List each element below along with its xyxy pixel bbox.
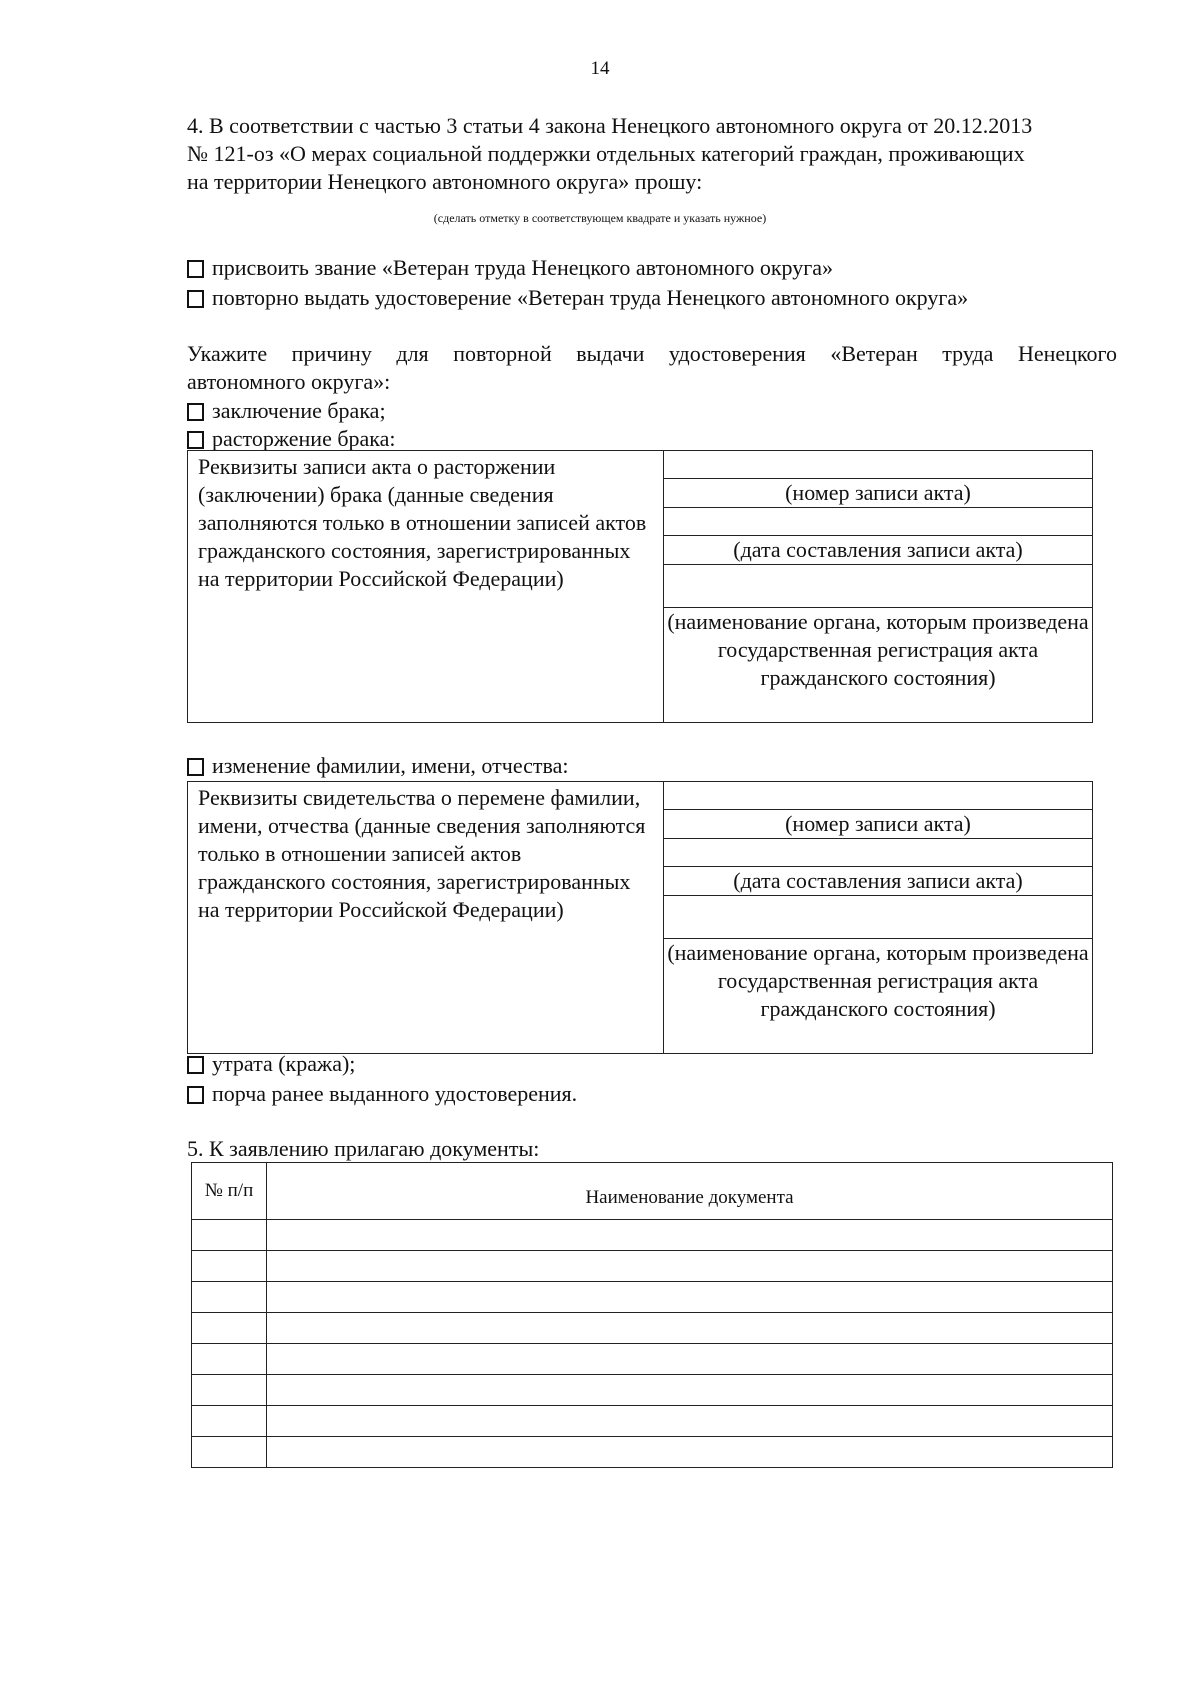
option-assign-title[interactable] — [187, 254, 833, 282]
table-row — [192, 1375, 1113, 1406]
table-row — [192, 1251, 1113, 1282]
name-change-record-description: Реквизиты свидетельства о перемене фамилии, имени, отчества (данные сведения заполняются только в отношении записей актов гражданского состояния, зарегистрированных на территории Российской Федерации) — [188, 782, 664, 1054]
option-loss[interactable] — [187, 1050, 355, 1078]
marriage-label: заключение брака; — [212, 398, 386, 423]
row-document-cell[interactable] — [267, 1344, 1113, 1375]
name-change-date-field[interactable] — [664, 839, 1093, 867]
marriage-record-table — [187, 450, 1093, 723]
row-document-cell[interactable] — [267, 1406, 1113, 1437]
reason-line1: Укажите причину для повторной выдачи удостоверения «Ветеран труда Ненецкого — [187, 341, 1117, 366]
row-document-cell[interactable] — [267, 1437, 1113, 1468]
assign-title-checkbox[interactable] — [187, 260, 204, 278]
row-number-cell[interactable] — [192, 1344, 267, 1375]
section4-line1: 4. В соответствии с частью 3 статьи 4 закона Ненецкого автономного округа от 20.12.2013 — [187, 113, 1033, 138]
name-change-record-table — [187, 781, 1093, 1054]
option-damage[interactable] — [187, 1080, 577, 1108]
page-number: 14 — [590, 58, 610, 79]
name-change-organ-field[interactable] — [664, 896, 1093, 939]
reissue-checkbox[interactable] — [187, 290, 204, 308]
section4-paragraph — [187, 112, 1117, 196]
document-name-column-header: Наименование документа — [267, 1163, 1113, 1220]
option-reissue[interactable] — [187, 284, 968, 312]
row-number-cell[interactable] — [192, 1375, 267, 1406]
row-number-cell[interactable] — [192, 1313, 267, 1344]
row-number-cell[interactable] — [192, 1406, 267, 1437]
number-column-header: № п/п — [192, 1163, 267, 1220]
table-row — [192, 1282, 1113, 1313]
row-document-cell[interactable] — [267, 1282, 1113, 1313]
row-document-cell[interactable] — [267, 1251, 1113, 1282]
reissue-label: повторно выдать удостоверение «Ветеран труда Ненецкого автономного округа» — [212, 285, 969, 310]
marriage-record-organ-field[interactable] — [664, 565, 1093, 608]
loss-label: утрата (кража); — [212, 1051, 356, 1076]
section4-line2: № 121-оз «О мерах социальной поддержки отдельных категорий граждан, проживающих — [187, 141, 1025, 166]
table-row — [192, 1437, 1113, 1468]
section5-title: 5. К заявлению прилагаю документы: — [187, 1136, 540, 1161]
row-number-cell[interactable] — [192, 1220, 267, 1251]
row-document-cell[interactable] — [267, 1313, 1113, 1344]
name-change-checkbox[interactable] — [187, 758, 204, 776]
instruction-note: (сделать отметку в соответствующем квадрате и указать нужное) — [433, 211, 767, 225]
table-row — [192, 1220, 1113, 1251]
name-change-label: изменение фамилии, имени, отчества: — [212, 753, 569, 778]
option-marriage[interactable] — [187, 397, 386, 425]
marriage-record-organ-label: (наименование органа, которым произведена государственная регистрация акта гражданского состояния) — [664, 608, 1093, 723]
table-row — [192, 1313, 1113, 1344]
attached-documents-table — [191, 1162, 1113, 1468]
row-number-cell[interactable] — [192, 1282, 267, 1313]
marriage-record-description: Реквизиты записи акта о расторжении (заключении) брака (данные сведения заполняются только в отношении записей актов гражданского состояния, зарегистрированных на территории Российской Федерации) — [188, 451, 664, 723]
marriage-record-date-label: (дата составления записи акта) — [664, 536, 1093, 565]
reason-line2: автономного округа»: — [187, 369, 391, 394]
divorce-label: расторжение брака: — [212, 426, 396, 451]
name-change-organ-label: (наименование органа, которым произведена государственная регистрация акта гражданского состояния) — [664, 939, 1093, 1054]
section4-line3: на территории Ненецкого автономного округа» прошу: — [187, 169, 703, 194]
row-document-cell[interactable] — [267, 1375, 1113, 1406]
option-name-change[interactable] — [187, 752, 569, 780]
name-change-date-label: (дата составления записи акта) — [664, 867, 1093, 896]
name-change-number-field[interactable] — [664, 782, 1093, 810]
damage-checkbox[interactable] — [187, 1086, 204, 1104]
option-divorce[interactable] — [187, 425, 396, 453]
row-document-cell[interactable] — [267, 1220, 1113, 1251]
table-row — [192, 1406, 1113, 1437]
name-change-number-label: (номер записи акта) — [664, 810, 1093, 839]
marriage-record-date-field[interactable] — [664, 508, 1093, 536]
row-number-cell[interactable] — [192, 1251, 267, 1282]
row-number-cell[interactable] — [192, 1437, 267, 1468]
assign-title-label: присвоить звание «Ветеран труда Ненецкого автономного округа» — [212, 255, 834, 280]
marriage-record-number-field[interactable] — [664, 451, 1093, 479]
marriage-record-number-label: (номер записи акта) — [664, 479, 1093, 508]
table-row — [192, 1344, 1113, 1375]
damage-label: порча ранее выданного удостоверения. — [212, 1081, 578, 1106]
divorce-checkbox[interactable] — [187, 431, 204, 449]
loss-checkbox[interactable] — [187, 1056, 204, 1074]
marriage-checkbox[interactable] — [187, 403, 204, 421]
